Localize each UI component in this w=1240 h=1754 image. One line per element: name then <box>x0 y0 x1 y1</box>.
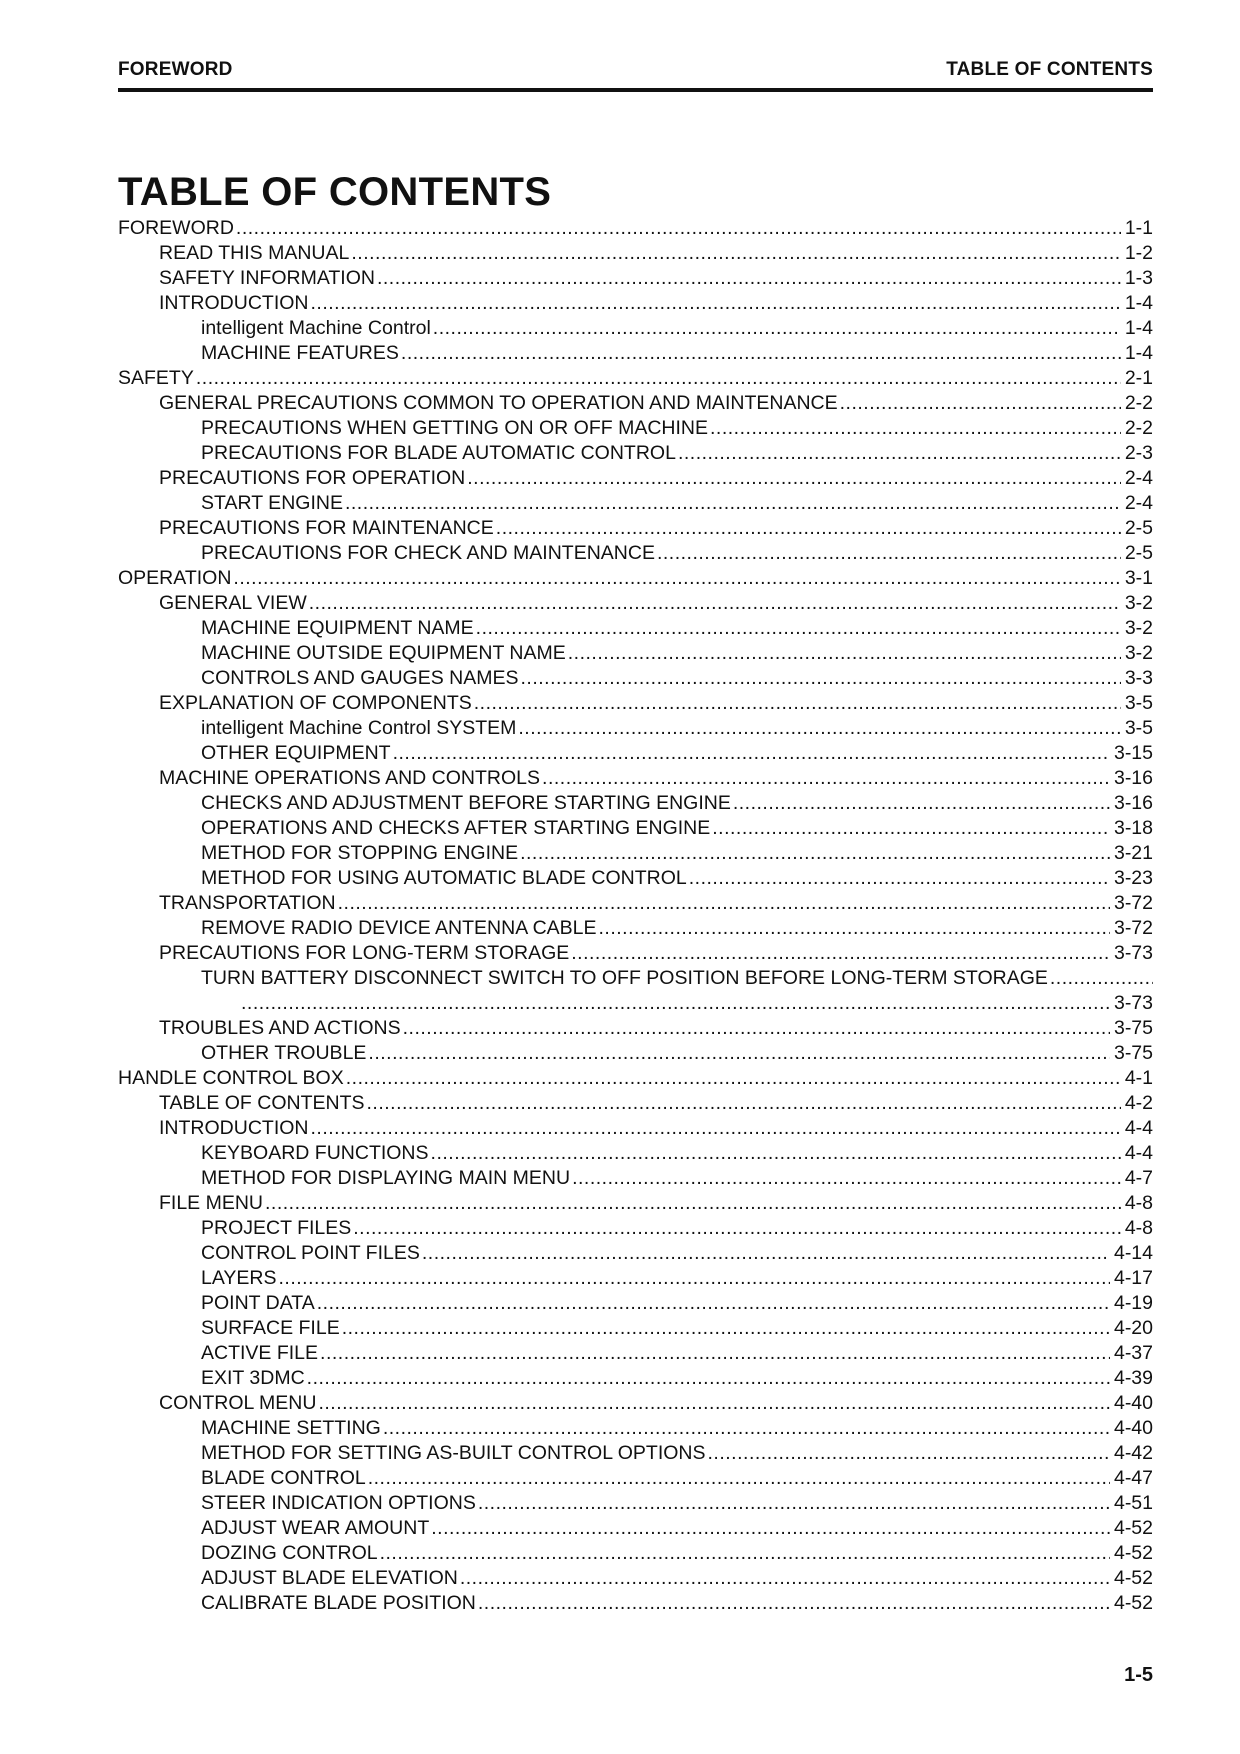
toc-entry <box>118 1066 1153 1091</box>
toc-entry-title: SAFETY INFORMATION <box>159 267 375 289</box>
toc-entry-page: 2-4 <box>1124 467 1153 489</box>
toc-entry <box>118 1491 1153 1516</box>
dot-leader <box>568 641 1121 666</box>
toc-entry <box>118 941 1153 966</box>
dot-leader <box>689 866 1110 891</box>
dot-leader <box>307 1366 1110 1391</box>
toc-entry <box>118 1591 1153 1616</box>
toc-entry <box>118 741 1153 766</box>
toc-entry <box>118 1566 1153 1591</box>
toc-entry-title: FOREWORD <box>118 217 234 239</box>
toc-entry <box>118 691 1153 716</box>
dot-leader <box>383 1416 1110 1441</box>
dot-leader <box>353 1216 1121 1241</box>
toc-entry-page: 4-40 <box>1113 1417 1153 1439</box>
header-section-label: FOREWORD <box>118 59 233 80</box>
dot-leader <box>317 1291 1110 1316</box>
toc-entry-title: CONTROLS AND GAUGES NAMES <box>201 667 519 689</box>
toc-entry <box>118 1041 1153 1066</box>
toc-entry <box>118 641 1153 666</box>
dot-leader <box>657 541 1121 566</box>
toc-entry <box>118 391 1153 416</box>
toc-entry-title: ADJUST WEAR AMOUNT <box>201 1517 430 1539</box>
toc-entry-title: EXPLANATION OF COMPONENTS <box>159 692 472 714</box>
toc-entry-title: EXIT 3DMC <box>201 1367 305 1389</box>
dot-leader <box>478 1491 1110 1516</box>
dot-leader <box>712 816 1110 841</box>
toc-entry-page: 3-73 <box>1113 992 1153 1014</box>
toc-entry <box>118 1391 1153 1416</box>
toc-entry <box>118 1216 1153 1241</box>
toc-entry-title: KEYBOARD FUNCTIONS <box>201 1142 429 1164</box>
toc-entry-title: METHOD FOR SETTING AS-BUILT CONTROL OPTIONS <box>201 1442 706 1464</box>
dot-leader <box>346 1066 1121 1091</box>
toc-entry-title: TURN BATTERY DISCONNECT SWITCH TO OFF POSITION BEFORE LONG-TERM STORAGE <box>201 967 1048 989</box>
toc-entry-page: 4-52 <box>1113 1542 1153 1564</box>
toc-entry-page: 3-75 <box>1113 1017 1153 1039</box>
toc-entry-page: 4-52 <box>1113 1592 1153 1614</box>
toc-entry <box>118 466 1153 491</box>
toc-entry-title: LAYERS <box>201 1267 277 1289</box>
toc-entry-title: HANDLE CONTROL BOX <box>118 1067 344 1089</box>
dot-leader <box>233 566 1120 591</box>
toc-entry-title: intelligent Machine Control SYSTEM <box>201 717 517 739</box>
dot-leader <box>403 1016 1110 1041</box>
header-page-label: TABLE OF CONTENTS <box>946 59 1153 80</box>
toc-entry-page: 3-72 <box>1113 892 1153 914</box>
toc-entry-page: 3-21 <box>1113 842 1153 864</box>
toc-entry-title: PRECAUTIONS FOR CHECK AND MAINTENANCE <box>201 542 655 564</box>
toc-entry <box>118 716 1153 741</box>
toc-entry <box>118 616 1153 641</box>
toc-entry <box>118 566 1153 591</box>
toc-entry-page: 4-37 <box>1113 1342 1153 1364</box>
toc-entry-title: READ THIS MANUAL <box>159 242 350 264</box>
toc-entry-title: BLADE CONTROL <box>201 1467 366 1489</box>
dot-leader <box>599 916 1110 941</box>
toc-entry <box>118 1141 1153 1166</box>
toc-entry-title: CONTROL MENU <box>159 1392 317 1414</box>
dot-leader <box>401 341 1121 366</box>
toc-entry <box>118 1291 1153 1316</box>
toc-entry-page: 3-5 <box>1124 692 1153 714</box>
toc-entry-title: PRECAUTIONS FOR BLADE AUTOMATIC CONTROL <box>201 442 676 464</box>
toc-entry-page: 2-2 <box>1124 392 1153 414</box>
dot-leader <box>474 691 1121 716</box>
toc-entry <box>118 1516 1153 1541</box>
toc-entry-page: 3-16 <box>1113 792 1153 814</box>
toc-entry <box>118 1091 1153 1116</box>
toc-entry-title: TROUBLES AND ACTIONS <box>159 1017 401 1039</box>
dot-leader <box>840 391 1121 416</box>
toc-entry-title: SURFACE FILE <box>201 1317 340 1339</box>
toc-entry <box>118 416 1153 441</box>
toc-entry-page: 3-2 <box>1124 642 1153 664</box>
dot-leader <box>433 316 1121 341</box>
dot-leader <box>478 1591 1110 1616</box>
toc-entry-title: MACHINE SETTING <box>201 1417 381 1439</box>
toc-entry-page: 3-73 <box>1113 942 1153 964</box>
toc-entry-title: PROJECT FILES <box>201 1217 352 1239</box>
dot-leader <box>571 941 1110 966</box>
toc-entry-page: 2-5 <box>1124 542 1153 564</box>
toc-entry-title: ACTIVE FILE <box>201 1342 319 1364</box>
toc-entry <box>118 1316 1153 1341</box>
toc-entry-page: 4-47 <box>1113 1467 1153 1489</box>
toc-entry-title: CALIBRATE BLADE POSITION <box>201 1592 476 1614</box>
dot-leader <box>368 1041 1110 1066</box>
toc-entry <box>118 1016 1153 1041</box>
toc-entry <box>118 966 1153 991</box>
dot-leader <box>196 366 1121 391</box>
toc-entry-title: CHECKS AND ADJUSTMENT BEFORE STARTING ENGINE <box>201 792 731 814</box>
dot-leader <box>380 1541 1110 1566</box>
toc-entry <box>118 841 1153 866</box>
dot-leader <box>1050 966 1153 991</box>
dot-leader <box>279 1266 1110 1291</box>
toc-entry-page: 2-2 <box>1124 417 1153 439</box>
dot-leader <box>265 1191 1121 1216</box>
toc-entry-page: 2-4 <box>1124 492 1153 514</box>
toc-entry-page: 4-51 <box>1113 1492 1153 1514</box>
toc-entry-title: DOZING CONTROL <box>201 1542 378 1564</box>
toc-entry-title: FILE MENU <box>159 1192 264 1214</box>
dot-leader <box>236 216 1121 241</box>
toc-entry-page: 3-2 <box>1124 592 1153 614</box>
toc-entry <box>118 1341 1153 1366</box>
toc-entry-page: 4-39 <box>1113 1367 1153 1389</box>
toc-entry <box>118 1466 1153 1491</box>
toc-entry-page: 4-20 <box>1113 1317 1153 1339</box>
dot-leader <box>393 741 1110 766</box>
dot-leader <box>542 766 1110 791</box>
dot-leader <box>377 266 1121 291</box>
toc-entry-page: 4-1 <box>1124 1067 1153 1089</box>
dot-leader <box>367 1091 1121 1116</box>
toc-entry <box>118 866 1153 891</box>
toc-entry <box>118 666 1153 691</box>
toc-entry-page: 4-8 <box>1124 1217 1153 1239</box>
dot-leader <box>431 1516 1110 1541</box>
toc-entry-title: intelligent Machine Control <box>201 317 431 339</box>
dot-leader <box>467 466 1121 491</box>
toc-entry <box>118 366 1153 391</box>
toc-entry <box>118 1266 1153 1291</box>
toc-entry <box>118 541 1153 566</box>
toc-entry-title: METHOD FOR STOPPING ENGINE <box>201 842 519 864</box>
toc-entry <box>118 1116 1153 1141</box>
toc-entry-page: 2-1 <box>1124 367 1153 389</box>
toc-entry-title: START ENGINE <box>201 492 343 514</box>
running-header <box>118 56 1153 92</box>
toc-list <box>118 216 1153 1616</box>
toc-entry <box>118 891 1153 916</box>
dot-leader <box>708 1441 1110 1466</box>
toc-entry-page: 1-1 <box>1124 217 1153 239</box>
toc-entry <box>118 516 1153 541</box>
dot-leader <box>476 616 1121 641</box>
toc-entry-page: 3-1 <box>1124 567 1153 589</box>
toc-entry-page: 3-5 <box>1124 717 1153 739</box>
toc-entry-title: OPERATIONS AND CHECKS AFTER STARTING ENGINE <box>201 817 711 839</box>
toc-entry-page: 3-72 <box>1113 917 1153 939</box>
dot-leader <box>710 416 1121 441</box>
toc-entry-page: 1-4 <box>1124 342 1153 364</box>
toc-entry-title: MACHINE OPERATIONS AND CONTROLS <box>159 767 541 789</box>
toc-entry-page: 4-52 <box>1113 1517 1153 1539</box>
toc-entry-title: GENERAL VIEW <box>159 592 307 614</box>
toc-entry-title: GENERAL PRECAUTIONS COMMON TO OPERATION AND MAINTENANCE <box>159 392 838 414</box>
toc-entry-title: METHOD FOR DISPLAYING MAIN MENU <box>201 1167 571 1189</box>
dot-leader <box>422 1241 1110 1266</box>
toc-entry <box>118 591 1153 616</box>
toc-entry <box>118 1366 1153 1391</box>
toc-entry-page: 4-40 <box>1113 1392 1153 1414</box>
toc-entry-title: MACHINE EQUIPMENT NAME <box>201 617 474 639</box>
toc-entry-page: 3-15 <box>1113 742 1153 764</box>
toc-entry-page: 4-42 <box>1113 1442 1153 1464</box>
toc-entry-title: REMOVE RADIO DEVICE ANTENNA CABLE <box>201 917 597 939</box>
dot-leader <box>496 516 1121 541</box>
toc-entry-title: SAFETY <box>118 367 194 389</box>
toc-entry <box>118 791 1153 816</box>
toc-entry-title: STEER INDICATION OPTIONS <box>201 1492 476 1514</box>
toc-entry-page: 3-16 <box>1113 767 1153 789</box>
dot-leader <box>311 1116 1121 1141</box>
dot-leader <box>351 241 1120 266</box>
page-number: 1-5 <box>1124 1664 1153 1686</box>
dot-leader <box>733 791 1110 816</box>
toc-entry-title: INTRODUCTION <box>159 1117 309 1139</box>
toc-entry-page: 3-3 <box>1124 667 1153 689</box>
toc-entry-title: METHOD FOR USING AUTOMATIC BLADE CONTROL <box>201 867 687 889</box>
toc-entry-title: INTRODUCTION <box>159 292 309 314</box>
toc-entry <box>118 216 1153 241</box>
toc-entry-page: 2-3 <box>1124 442 1153 464</box>
toc-entry <box>118 291 1153 316</box>
toc-entry <box>118 316 1153 341</box>
toc-entry <box>118 816 1153 841</box>
dot-leader <box>572 1166 1121 1191</box>
toc-entry-title: PRECAUTIONS FOR OPERATION <box>159 467 466 489</box>
dot-leader <box>460 1566 1110 1591</box>
toc-entry-page: 3-2 <box>1124 617 1153 639</box>
toc-entry <box>118 441 1153 466</box>
dot-leader <box>431 1141 1121 1166</box>
dot-leader <box>520 666 1120 691</box>
toc-entry-page: 4-7 <box>1124 1167 1153 1189</box>
dot-leader <box>338 891 1110 916</box>
toc-entry-title: MACHINE FEATURES <box>201 342 399 364</box>
toc-entry-page: 4-2 <box>1124 1092 1153 1114</box>
toc-entry-title: POINT DATA <box>201 1292 315 1314</box>
toc-entry-title: ADJUST BLADE ELEVATION <box>201 1567 458 1589</box>
toc-entry-title: PRECAUTIONS FOR MAINTENANCE <box>159 517 494 539</box>
toc-entry-title: PRECAUTIONS FOR LONG-TERM STORAGE <box>159 942 570 964</box>
toc-entry-page: 2-5 <box>1124 517 1153 539</box>
toc-entry-title: PRECAUTIONS WHEN GETTING ON OR OFF MACHINE <box>201 417 709 439</box>
dot-leader <box>520 841 1110 866</box>
toc-entry-page: 1-4 <box>1124 292 1153 314</box>
toc-entry <box>118 916 1153 941</box>
toc-entry-page: 1-3 <box>1124 267 1153 289</box>
toc-entry <box>118 766 1153 791</box>
dot-leader <box>309 591 1121 616</box>
toc-entry-page: 4-4 <box>1124 1142 1153 1164</box>
page-title: TABLE OF CONTENTS <box>118 170 552 214</box>
toc-entry-page: 3-75 <box>1113 1042 1153 1064</box>
toc-entry <box>118 1241 1153 1266</box>
toc-entry-page: 1-2 <box>1124 242 1153 264</box>
dot-leader <box>318 1391 1110 1416</box>
dot-leader <box>342 1316 1110 1341</box>
toc-entry-title: CONTROL POINT FILES <box>201 1242 420 1264</box>
dot-leader <box>678 441 1121 466</box>
toc-entry-title: OPERATION <box>118 567 232 589</box>
toc-entry-title: OTHER EQUIPMENT <box>201 742 391 764</box>
dot-leader <box>345 491 1121 516</box>
toc-entry <box>118 1441 1153 1466</box>
toc-entry-page: 4-52 <box>1113 1567 1153 1589</box>
toc-entry-continuation <box>118 991 1153 1016</box>
toc-entry <box>118 341 1153 366</box>
dot-leader <box>241 991 1110 1016</box>
toc-entry-page: 4-17 <box>1113 1267 1153 1289</box>
toc-entry-page: 4-8 <box>1124 1192 1153 1214</box>
dot-leader <box>368 1466 1110 1491</box>
dot-leader <box>518 716 1120 741</box>
toc-entry-page: 1-4 <box>1124 317 1153 339</box>
toc-entry-page: 4-4 <box>1124 1117 1153 1139</box>
toc-entry-title: TRANSPORTATION <box>159 892 336 914</box>
toc-entry-page: 4-14 <box>1113 1242 1153 1264</box>
toc-entry <box>118 266 1153 291</box>
toc-entry <box>118 241 1153 266</box>
toc-entry <box>118 1191 1153 1216</box>
toc-entry <box>118 491 1153 516</box>
toc-entry-title: OTHER TROUBLE <box>201 1042 367 1064</box>
toc-entry-title: MACHINE OUTSIDE EQUIPMENT NAME <box>201 642 566 664</box>
dot-leader <box>311 291 1121 316</box>
toc-entry <box>118 1416 1153 1441</box>
toc-entry-title: TABLE OF CONTENTS <box>159 1092 365 1114</box>
dot-leader <box>320 1341 1110 1366</box>
toc-entry-page: 3-23 <box>1113 867 1153 889</box>
toc-entry <box>118 1166 1153 1191</box>
toc-entry <box>118 1541 1153 1566</box>
toc-entry-page: 4-19 <box>1113 1292 1153 1314</box>
toc-entry-page: 3-18 <box>1113 817 1153 839</box>
